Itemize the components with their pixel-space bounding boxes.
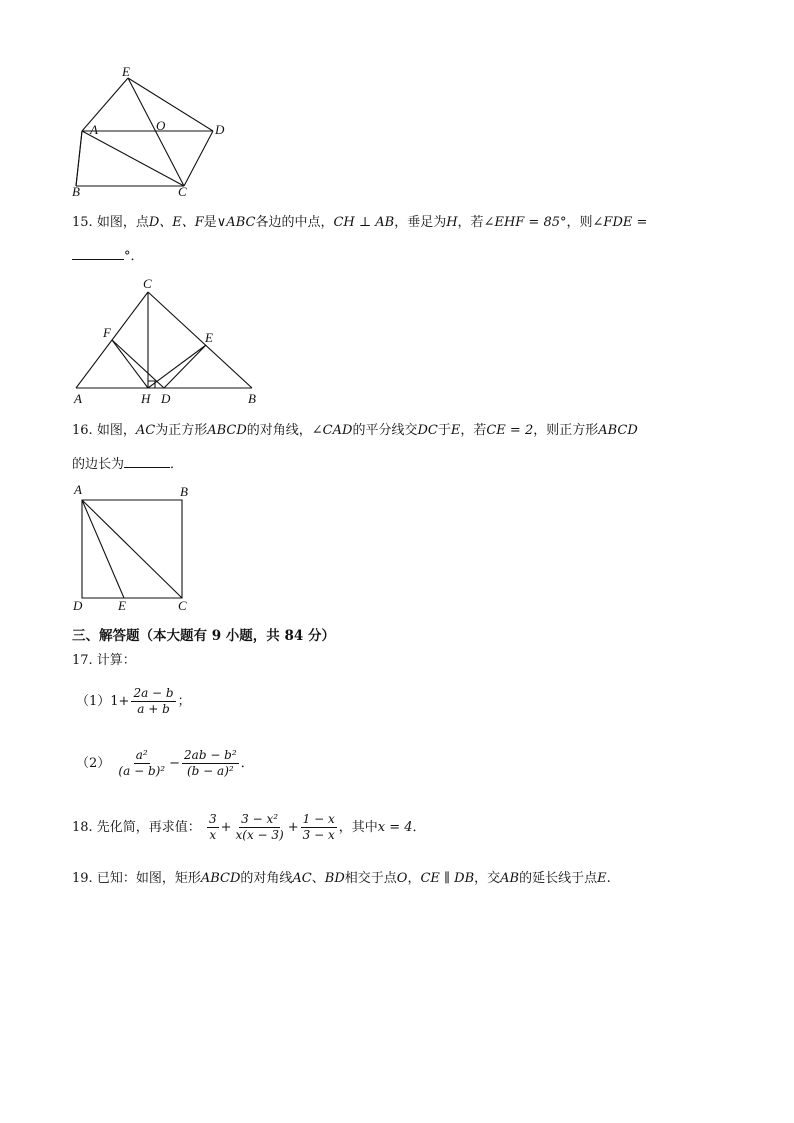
fig16-label-A: A xyxy=(74,482,82,497)
question-17-heading: 17. 计算： xyxy=(72,653,136,668)
fraction: $\frac{\text{2ab − b²}}{\text{(b − a)²}}$ xyxy=(184,748,237,778)
fraction: $\frac{\text{a²}}{\text{(a − b)²}}$ xyxy=(118,748,166,778)
fig14-label-B: B xyxy=(72,184,80,199)
question-16: 16. 如图，AC为正方形ABCD的对角线，∠CAD的平分线交DC于E，若CE = 2，则正方形ABCD xyxy=(72,423,638,438)
fig15-label-B: B xyxy=(248,391,256,406)
figure-square xyxy=(70,490,190,602)
fig15-label-C: C xyxy=(143,276,152,291)
fig14-label-D: D xyxy=(215,122,225,137)
question-18: 18. 先化简，再求值： $\frac{3}{x}$ + $\frac{\text{3 − x²}}{x(x - 3)}$ + $\frac{1 - x}{3 - x}$ ，其中x = 4． xyxy=(72,812,426,842)
fig16-label-B: B xyxy=(180,484,188,499)
fig15-label-F: F xyxy=(103,325,111,340)
fraction: $\frac{3}{x}$ xyxy=(208,812,217,842)
question-17-part1: （1）1+ $\frac{2a - b}{a + b}$ ； xyxy=(76,686,191,716)
fig14-label-E: E xyxy=(122,64,130,79)
figure-triangle-midpoints xyxy=(66,276,266,396)
fraction: $\frac{\text{3 − x²}}{x(x - 3)}$ xyxy=(235,812,284,842)
fig15-label-H: H xyxy=(141,391,151,406)
question-19: 19. 已知：如图，矩形ABCD的对角线AC、BD相交于点O，CE ∥ DB，交AB的延长线于点E. xyxy=(72,871,611,886)
fig16-label-E: E xyxy=(118,598,126,613)
fig14-label-C: C xyxy=(178,184,187,199)
fig15-label-D: D xyxy=(161,391,171,406)
answer-blank-16[interactable] xyxy=(124,454,170,468)
section-heading: 三、解答题（本大题有 9 小题，共 84 分） xyxy=(72,628,335,644)
fraction: $\frac{2a - b}{a + b}$ xyxy=(133,686,174,716)
fig14-label-O: O xyxy=(156,118,166,133)
answer-blank-15[interactable] xyxy=(72,246,124,260)
question-16-line2: 的边长为 ． xyxy=(72,454,183,474)
fig15-label-E: E xyxy=(205,330,213,345)
fig15-label-A: A xyxy=(74,391,82,406)
question-15: 15. 如图，点D、E、F是∨ABC各边的中点，CH ⊥ AB，垂足为H，若∠EHF = 85°，则∠FDE = xyxy=(72,215,648,230)
fig14-label-A: A xyxy=(90,122,98,137)
fig16-label-D: D xyxy=(73,598,83,613)
question-17-part2: （2） $\frac{\text{a²}}{\text{(a − b)²}}$ − $\frac{\text{2ab − b²}}{\text{(b − a)²}}$ ． xyxy=(76,748,254,778)
question-15-answer-line: °． xyxy=(72,246,144,266)
fig16-label-C: C xyxy=(178,598,187,613)
fraction: $\frac{1 - x}{3 - x}$ xyxy=(302,812,335,842)
